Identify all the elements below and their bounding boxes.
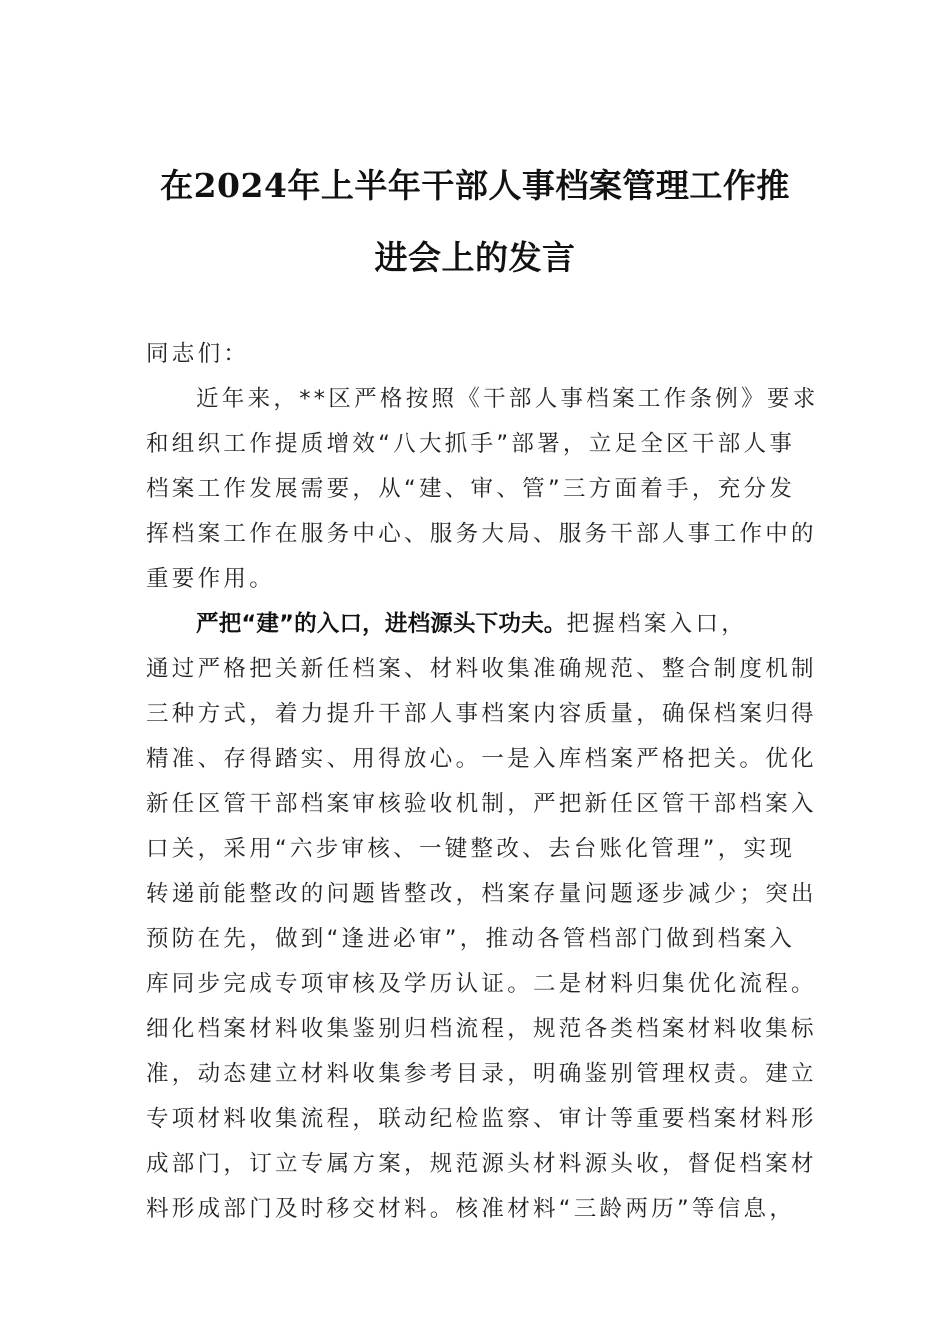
paragraph-2-line: 转递前能整改的问题皆整改，档案存量问题逐步减少；突出 (146, 881, 817, 907)
paragraph-2-line: 专项材料收集流程，联动纪检监察、审计等重要档案材料形 (146, 1106, 817, 1132)
paragraph-2-first-rest: 把握档案入口， (566, 611, 748, 637)
paragraph-2-line: 料形成部门及时移交材料。核准材料“三龄两历”等信息， (146, 1196, 796, 1222)
paragraph-1 (146, 377, 819, 602)
paragraph-1-line: 近年来，**区严格按照《干部人事档案工作条例》要求 (196, 386, 819, 412)
paragraph-2-line: 细化档案材料收集鉴别归档流程，规范各类档案材料收集标 (146, 1016, 817, 1042)
paragraph-2-line: 三种方式，着力提升干部人事档案内容质量，确保档案归得 (146, 701, 817, 727)
document-body (146, 332, 819, 1232)
paragraph-2-line: 准，动态建立材料收集参考目录，明确鉴别管理权责。建立 (146, 1061, 817, 1087)
paragraph-2-line: 预防在先，做到“逢进必审”，推动各管档部门做到档案入 (146, 926, 796, 952)
paragraph-2-line: 通过严格把关新任档案、材料收集准确规范、整合制度机制 (146, 656, 817, 682)
paragraph-1-line: 档案工作发展需要，从“建、审、管”三方面着手，充分发 (146, 476, 796, 502)
title-line-1: 在2024年上半年干部人事档案管理工作推 (160, 166, 790, 205)
paragraph-2-line: 精准、存得踏实、用得放心。一是入库档案严格把关。优化 (146, 746, 817, 772)
paragraph-1-line: 挥档案工作在服务中心、服务大局、服务干部人事工作中的 (146, 521, 817, 547)
paragraph-2-line: 库同步完成专项审核及学历认证。二是材料归集优化流程。 (146, 971, 817, 997)
paragraph-1-line: 重要作用。 (146, 566, 276, 592)
salutation: 同志们： (146, 341, 250, 367)
paragraph-1-line: 和组织工作提质增效“八大抓手”部署，立足全区干部人事 (146, 431, 796, 457)
paragraph-2-line: 新任区管干部档案审核验收机制，严把新任区管干部档案入 (146, 791, 817, 817)
paragraph-2 (146, 602, 817, 1232)
paragraph-2-line: 成部门，订立专属方案，规范源头材料源头收，督促档案材 (146, 1151, 817, 1177)
document-title (140, 150, 810, 294)
paragraph-2-first-line (146, 602, 811, 647)
title-line-2: 进会上的发言 (374, 238, 576, 277)
paragraph-2-line: 口关，采用“六步审核、一键整改、去台账化管理”，实现 (146, 836, 796, 862)
section-heading: 严把“建”的入口，进档源头下功夫。 (196, 611, 567, 637)
